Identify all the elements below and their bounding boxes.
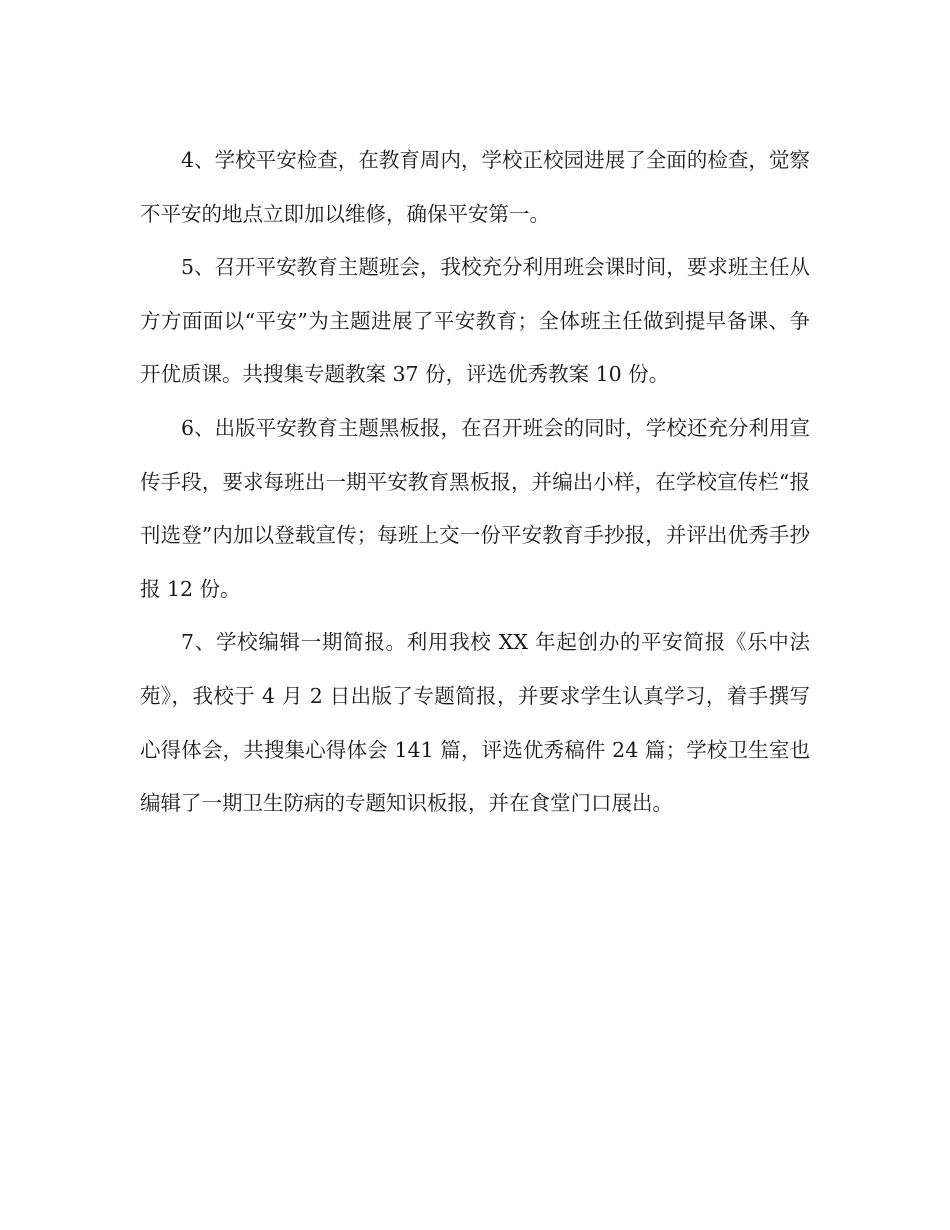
paragraph-item-4: 4、学校平安检查，在教育周内，学校正校园进展了全面的检查，觉察不平安的地点立即加以维修，确保平安第一。 (140, 148, 810, 226)
paragraph-item-6: 6、出版平安教育主题黑板报，在召开班会的同时，学校还充分利用宣传手段，要求每班出一期平安教育黑板报，并编出小样，在学校宣传栏“报刊选登”内加以登载宣传；每班上交一份平安教育手抄报，并评出优秀手抄报 12 份。 (140, 415, 810, 601)
paragraph-item-7: 7、学校编辑一期简报。利用我校 XX 年起创办的平安简报《乐中法苑》，我校于 4 月 2 日出版了专题简报，并要求学生认真学习，着手撰写心得体会，共搜集心得体会 141 篇，评选优秀稿件 24 篇；学校卫生室也编辑了一期卫生防病的专题知识板报，并在食堂门口展出。 (140, 630, 810, 816)
document-body (140, 134, 810, 831)
paragraph-item-5: 5、召开平安教育主题班会，我校充分利用班会课时间，要求班主任从方方面面以“平安”为主题进展了平安教育；全体班主任做到提早备课、争开优质课。共搜集专题教案 37 份，评选优秀教案 10 份。 (140, 255, 810, 387)
